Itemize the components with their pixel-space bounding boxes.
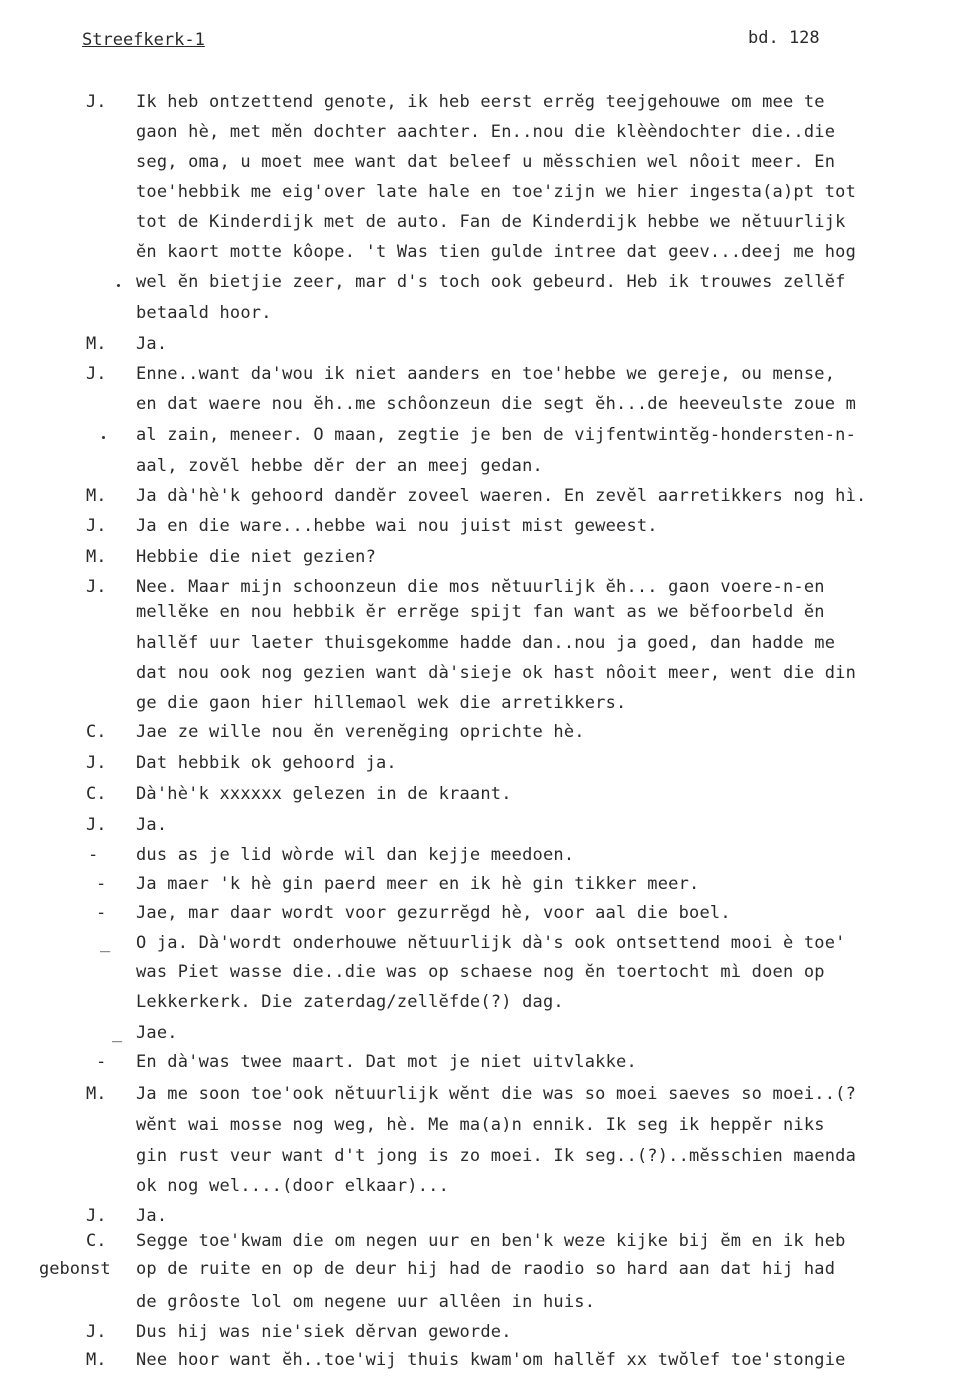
transcript-line: Hebbie die niet gezien? — [136, 547, 377, 567]
speaker-label: M. — [86, 334, 107, 354]
transcript-line: dat nou ook nog gezien want dà'sieje ok hast nôoit meer, went die din — [136, 663, 857, 683]
transcript-line: Dat hebbik ok gehoord ja. — [136, 753, 397, 773]
speaker-label: J. — [86, 815, 107, 835]
speaker-label: - — [96, 903, 107, 923]
transcript-line: Enne..want da'wou ik niet aanders en toe'hebbe we gereje, ou mense, — [136, 364, 836, 384]
document-title: Streefkerk-1 — [82, 30, 205, 50]
transcript-line: Dus hij was nie'siek dĕrvan geworde. — [136, 1322, 512, 1342]
transcript-line: ok nog wel....(door elkaar)... — [136, 1176, 450, 1196]
page-number: bd. 128 — [748, 28, 820, 48]
speaker-label: _ — [100, 933, 111, 953]
speaker-label: J. — [86, 1322, 107, 1342]
speaker-label: _ — [112, 1023, 123, 1043]
transcript-line: op de ruite en op de deur hij had de raodio so hard aan dat hij had — [136, 1259, 836, 1279]
transcript-line: hallĕf uur laeter thuisgekomme hadde dan..nou ja goed, dan hadde me — [136, 633, 836, 653]
speaker-label: J. — [86, 516, 107, 536]
speaker-label: - — [88, 845, 99, 865]
speaker-label: C. — [86, 722, 107, 742]
transcript-line: Ja. — [136, 815, 168, 835]
transcript-line: al zain, meneer. O maan, zegtie je ben de vijfentwintĕg-hondersten-n- — [136, 425, 857, 445]
transcript-line: Jae ze wille nou ĕn verenĕging oprichte hè. — [136, 722, 585, 742]
transcript-line: O ja. Dà'wordt onderhouwe nĕtuurlijk dà's ook ontsettend mooi è toe' — [136, 933, 846, 953]
speaker-label: gebonst — [39, 1259, 111, 1279]
speaker-label: M. — [86, 1084, 107, 1104]
speaker-label: M. — [86, 547, 107, 567]
speaker-label: J. — [86, 1206, 107, 1226]
transcript-line: Ik heb ontzettend genote, ik heb eerst errĕg teejgehouwe om mee te — [136, 92, 825, 112]
transcript-line: En dà'was twee maart. Dat mot je niet uitvlakke. — [136, 1052, 637, 1072]
speaker-label: M. — [86, 1350, 107, 1370]
transcript-line: Ja dà'hè'k gehoord dandĕr zoveel waeren. En zevĕl aarretikkers nog hì. — [136, 486, 867, 506]
speaker-label: J. — [86, 753, 107, 773]
speaker-label: J. — [86, 577, 107, 597]
transcript-line: ge die gaon hier hillemaol wek die arretikkers. — [136, 693, 627, 713]
margin-mark — [117, 284, 120, 287]
speaker-label: C. — [86, 1231, 107, 1251]
transcript-line: ĕn kaort motte kôope. 't Was tien gulde intree dat geev...deej me hog — [136, 242, 857, 262]
transcript-line: dus as je lid wòrde wil dan kejje meedoen. — [136, 845, 575, 865]
transcript-line: mellĕke en nou hebbik ĕr errĕge spijt fan want as we bĕfoorbeld ĕn — [136, 602, 825, 622]
transcript-line: Nee. Maar mijn schoonzeun die mos nĕtuurlijk ĕh... gaon voere-n-en — [136, 577, 825, 597]
margin-mark — [102, 436, 105, 439]
speaker-label: - — [96, 874, 107, 894]
speaker-label: J. — [86, 364, 107, 384]
speaker-label: C. — [86, 784, 107, 804]
transcript-line: en dat waere nou ĕh..me schôonzeun die segt ĕh...de heeveulste zoue m — [136, 394, 857, 414]
transcript-line: toe'hebbik me eig'over late hale en toe'zijn we hier ingesta(a)pt tot — [136, 182, 857, 202]
transcript-line: tot de Kinderdijk met de auto. Fan de Kinderdijk hebbe we nĕtuurlijk — [136, 212, 846, 232]
speaker-label: M. — [86, 486, 107, 506]
transcript-line: Jae, mar daar wordt voor gezurrĕgd hè, voor aal die boel. — [136, 903, 731, 923]
transcript-line: Dà'hè'k xxxxxx gelezen in de kraant. — [136, 784, 512, 804]
transcript-line: wel ĕn bietjie zeer, mar d's toch ook gebeurd. Heb ik trouwes zellĕf — [136, 272, 846, 292]
transcript-line: gin rust veur want d't jong is zo moei. Ik seg..(?)..mĕsschien maenda — [136, 1146, 857, 1166]
transcript-line: Lekkerkerk. Die zaterdag/zellĕfde(?) dag. — [136, 992, 564, 1012]
transcript-line: Ja me soon toe'ook nĕtuurlijk wĕnt die was so moei saeves so moei..(? — [136, 1084, 857, 1104]
transcript-line: Segge toe'kwam die om negen uur en ben'k weze kijke bij ĕm en ik heb — [136, 1231, 846, 1251]
transcript-line: de grôoste lol om negene uur allêen in huis. — [136, 1292, 596, 1312]
transcript-line: aal, zovĕl hebbe dĕr der an meej gedan. — [136, 456, 543, 476]
speaker-label: - — [96, 1052, 107, 1072]
transcript-line: Nee hoor want ĕh..toe'wij thuis kwam'om hallĕf xx twŏlef toe'stongie — [136, 1350, 846, 1370]
transcript-line: betaald hoor. — [136, 303, 272, 323]
transcript-line: Ja maer 'k hè gin paerd meer en ik hè gin tikker meer. — [136, 874, 700, 894]
transcript-line: seg, oma, u moet mee want dat beleef u mĕsschien wel nôoit meer. En — [136, 152, 836, 172]
speaker-label: J. — [86, 92, 107, 112]
transcript-line: Ja. — [136, 1206, 168, 1226]
transcript-line: gaon hè, met mĕn dochter aachter. En..nou die klèèndochter die..die — [136, 122, 836, 142]
transcript-line: was Piet wasse die..die was op schaese nog ĕn toertocht mì doen op — [136, 962, 825, 982]
transcript-line: wĕnt wai mosse nog weg, hè. Me ma(a)n ennik. Ik seg ik heppĕr niks — [136, 1115, 825, 1135]
transcript-line: Jae. — [136, 1023, 178, 1043]
transcript-line: Ja. — [136, 334, 168, 354]
transcript-line: Ja en die ware...hebbe wai nou juist mist geweest. — [136, 516, 658, 536]
